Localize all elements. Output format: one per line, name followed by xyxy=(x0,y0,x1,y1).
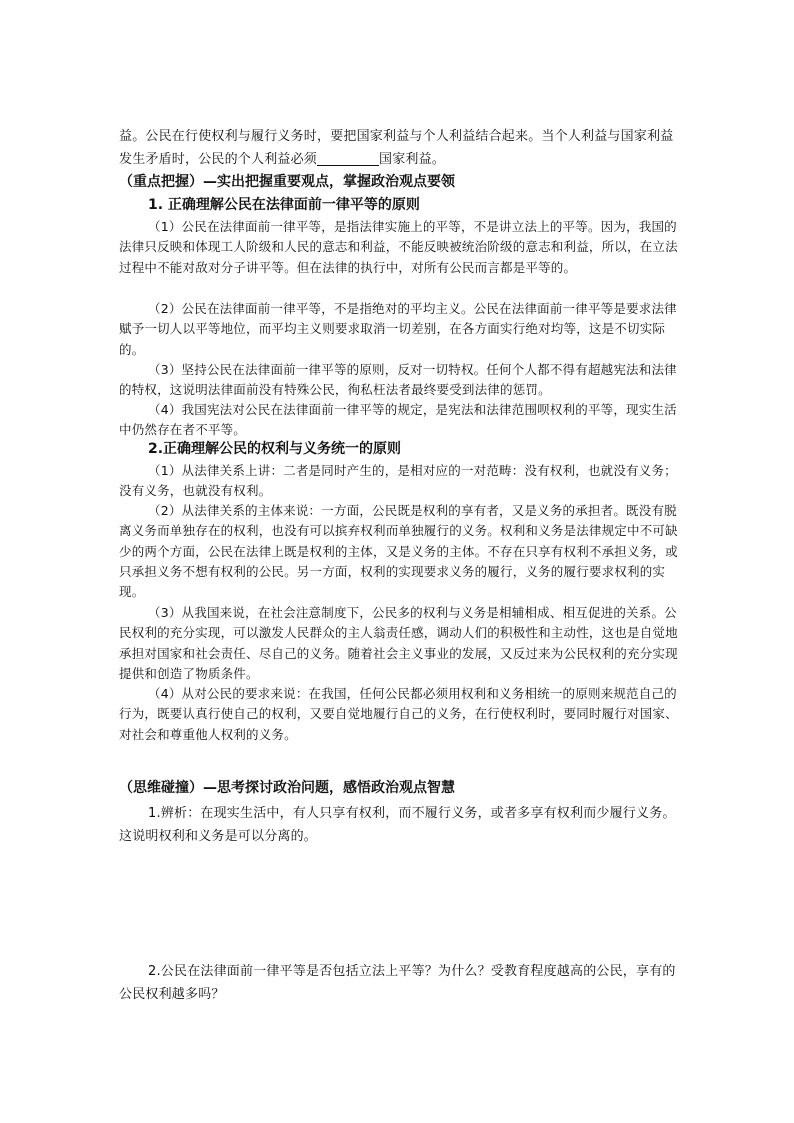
rights-item-1: （1）从法律关系上讲：二者是同时产生的，是相对应的一对范畴：没有权利，也就没有义务；没有义务，也就没有权利。 xyxy=(119,463,677,499)
rights-item-3: （3）从我国来说，在社会注意制度下，公民多的权利与义务是相辅相成、相互促进的关系。公民权利的充分实现，可以激发人民群众的主人翁责任感，调动人们的积极性和主动性，这也是自觉地承担对国家和社会责任、尽自己的义务。随着社会主义事业的发展，又反过来为公民权利的充分实现提供和创造了物质条件。 xyxy=(119,605,678,681)
intro-paragraph xyxy=(119,125,681,171)
equality-item-1: （1）公民在法律面前一律平等，是指法律实施上的平等，不是讲立法上的平等。因为，我国的法律只反映和体现工人阶级和人民的意志和利益，不能反映被统治阶级的意志和利益，所以，在立法过程中不能对敌对分子讲平等。但在法律的执行中，对所有公民而言都是平等的。 xyxy=(119,219,678,275)
heading-equality: 1. 正确理解公民在法律面前一律平等的原则 xyxy=(148,197,420,213)
intro-text-end: 国家利益。 xyxy=(379,152,446,167)
fill-in-blank[interactable] xyxy=(317,151,379,166)
question-1: 1.辨析：在现实生活中，有人只享有权利，而不履行义务，或者多享有权利而少履行义务。这说明权利和义务是可以分离的。 xyxy=(119,806,676,844)
heading-rights-duties: 2.正确理解公民的权利与义务统一的原则 xyxy=(148,441,402,457)
equality-item-4: （4）我国宪法对公民在法律面前一律平等的规定，是宪法和法律范围呗权利的平等，现实生活中仍然存在者不平等。 xyxy=(119,402,677,438)
section-key-points: （重点把握）—实出把握重要观点，掌握政治观点要领 xyxy=(119,174,455,190)
question-2: 2.公民在法律面前一律平等是否包括立法上平等？为什么？受教育程度越高的公民，享有的公民权利越多吗？ xyxy=(119,964,676,1002)
section-thinking: （思维碰撞）—思考探讨政治问题，感悟政治观点智慧 xyxy=(119,780,455,796)
equality-item-3: （3）坚持公民在法律面前一律平等的原则，反对一切特权。任何个人都不得有超越宪法和法律的特权，这说明法律面前没有特殊公民，徇私枉法者最终要受到法律的惩罚。 xyxy=(119,362,677,398)
equality-item-2: （2）公民在法律面前一律平等，不是指绝对的平均主义。公民在法律面前一律平等是要求法律赋予一切人以平等地位，而平均主义则要求取消一切差别，在各方面实行绝对均等，这是不切实际的。 xyxy=(119,301,677,357)
intro-text: 益。公民在行使权利与履行义务时，要把国家利益与个人利益结合起来。当个人利益与国家利益发生矛盾时，公民的个人利益必须 xyxy=(119,129,674,167)
rights-item-2: （2）从法律关系的主体来说：一方面，公民既是权利的享有者，又是义务的承担者。既没有脱离义务而单独存在的权利，也没有可以摈弃权利而单独履行的义务。权利和义务是法律规定中不可缺少的两个方面，公民在法律上既是权利的主体，又是义务的主体。不存在只享有权利不承担义务，或只承担义务不想有权利的公民。另一方面，权利的实现要求义务的履行，义务的履行要求权利的实现。 xyxy=(119,503,678,600)
rights-item-4: （4）从对公民的要求来说：在我国，任何公民都必须用权利和义务相统一的原则来规范自己的行为，既要认真行使自己的权利，又要自觉地履行自己的义务，在行使权利时，要同时履行对国家、对社会和尊重他人权利的义务。 xyxy=(119,686,678,742)
